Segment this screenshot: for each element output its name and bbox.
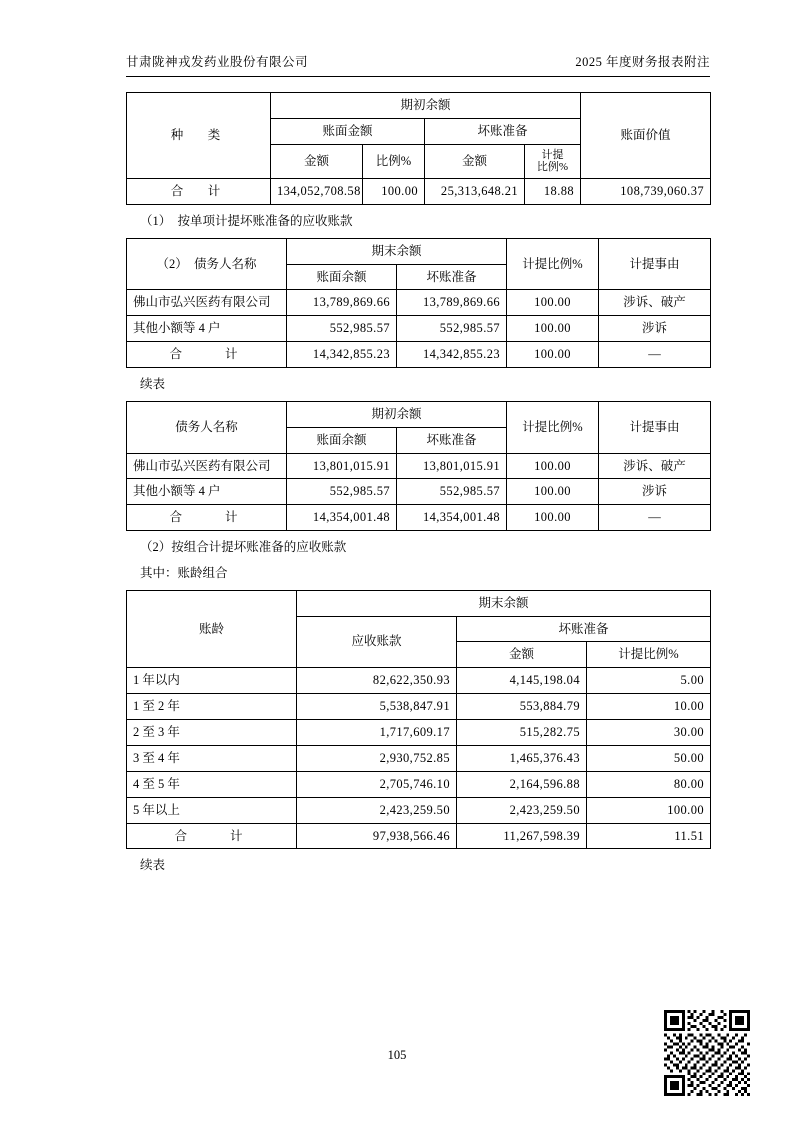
cell-reason: 涉诉、破产 [599, 453, 711, 479]
header-divider [126, 76, 710, 77]
table-row [127, 401, 711, 427]
table-aging-ending-balance [126, 590, 711, 850]
table-row [127, 694, 711, 720]
cell-debtor-total: 合 计 [127, 505, 287, 531]
cell-debtor: 其他小额等 4 户 [127, 316, 287, 342]
cell-bad-debt: 2,423,259.50 [457, 797, 587, 823]
caption-portfolio-provision: （2）按组合计提坏账准备的应收账款 [140, 540, 347, 555]
col-header-amount: 金额 [271, 144, 363, 178]
cell-receivable: 97,938,566.46 [297, 823, 457, 849]
cell-provision-ratio: 30.00 [587, 720, 711, 746]
cell-provision-ratio: 100.00 [507, 453, 599, 479]
col-header-bad-debt: 坏账准备 [397, 427, 507, 453]
col-group-opening-balance: 期初余额 [287, 401, 507, 427]
table-row [127, 771, 711, 797]
col-header-receivable: 应收账款 [297, 616, 457, 668]
col-group-opening-balance: 期初余额 [271, 93, 581, 119]
table-row [127, 797, 711, 823]
col-header-amount: 金额 [457, 642, 587, 668]
cell-book-balance: 13,789,869.66 [287, 290, 397, 316]
col-header-reason: 计提事由 [599, 401, 711, 453]
continued-label-1: 续表 [140, 377, 166, 392]
cell-bad-debt: 25,313,648.21 [425, 179, 525, 205]
col-header-book-value: 账面价值 [581, 93, 711, 179]
col-header-provision-ratio: 计提 比例% [525, 144, 581, 178]
cell-provision-ratio: 80.00 [587, 771, 711, 797]
qr-code [664, 1010, 750, 1096]
col-header-book-balance: 账面余额 [287, 427, 397, 453]
table-row [127, 505, 711, 531]
col-header-debtor-name: 债务人名称 [127, 401, 287, 453]
caption-single-item-provision: （1） 按单项计提坏账准备的应收账款 [140, 213, 353, 228]
cell-bad-debt: 552,985.57 [397, 316, 507, 342]
table-row [127, 342, 711, 368]
cell-provision-ratio: 18.88 [525, 179, 581, 205]
cell-receivable: 2,423,259.50 [297, 797, 457, 823]
cell-provision-ratio: 100.00 [507, 316, 599, 342]
document-body [126, 92, 706, 882]
page-number: 105 [387, 1048, 407, 1062]
cell-bad-debt: 14,342,855.23 [397, 342, 507, 368]
cell-aging: 5 年以上 [127, 797, 297, 823]
cell-reason: 涉诉 [599, 479, 711, 505]
cell-bad-debt: 14,354,001.48 [397, 505, 507, 531]
cell-receivable: 2,705,746.10 [297, 771, 457, 797]
cell-book-amount: 134,052,708.58 [271, 179, 363, 205]
cell-aging: 2 至 3 年 [127, 720, 297, 746]
col-header-amount-2: 金额 [425, 144, 525, 178]
cell-provision-ratio: 5.00 [587, 668, 711, 694]
caption-aging-portfolio: 其中：账龄组合 [140, 565, 228, 580]
cell-bad-debt: 2,164,596.88 [457, 771, 587, 797]
table-single-item-ending-balance [126, 238, 711, 368]
cell-provision-ratio: 11.51 [587, 823, 711, 849]
cell-book-value: 108,739,060.37 [581, 179, 711, 205]
table-row [127, 290, 711, 316]
cell-reason: 涉诉、破产 [599, 290, 711, 316]
cell-reason: — [599, 505, 711, 531]
col-header-debtor-name: （2） 债务人名称 [127, 238, 287, 290]
cell-provision-ratio: 100.00 [587, 797, 711, 823]
table-row [127, 668, 711, 694]
cell-debtor: 佛山市弘兴医药有限公司 [127, 290, 287, 316]
cell-bad-debt: 11,267,598.39 [457, 823, 587, 849]
col-header-provision-ratio: 计提比例% [507, 238, 599, 290]
cell-receivable: 82,622,350.93 [297, 668, 457, 694]
cell-aging: 4 至 5 年 [127, 771, 297, 797]
cell-receivable: 5,538,847.91 [297, 694, 457, 720]
cell-bad-debt: 515,282.75 [457, 720, 587, 746]
cell-book-balance: 14,354,001.48 [287, 505, 397, 531]
cell-book-balance: 14,342,855.23 [287, 342, 397, 368]
header-document-title: 2025 年度财务报表附注 [575, 55, 710, 69]
table-row [127, 745, 711, 771]
header-company-name: 甘肃陇神戎发药业股份有限公司 [126, 55, 309, 69]
cell-aging: 3 至 4 年 [127, 745, 297, 771]
cell-bad-debt: 13,789,869.66 [397, 290, 507, 316]
cell-aging: 1 至 2 年 [127, 694, 297, 720]
col-header-type: 种 类 [127, 93, 271, 179]
cell-aging-total: 合 计 [127, 823, 297, 849]
cell-book-balance: 13,801,015.91 [287, 453, 397, 479]
col-header-bad-debt: 坏账准备 [425, 118, 581, 144]
cell-type-total: 合 计 [127, 179, 271, 205]
cell-aging: 1 年以内 [127, 668, 297, 694]
col-group-ending-balance: 期末余额 [287, 238, 507, 264]
cell-debtor: 其他小额等 4 户 [127, 479, 287, 505]
cell-reason: 涉诉 [599, 316, 711, 342]
cell-provision-ratio: 50.00 [587, 745, 711, 771]
cell-bad-debt: 13,801,015.91 [397, 453, 507, 479]
continued-label-2: 续表 [140, 858, 166, 873]
table-row [127, 823, 711, 849]
col-header-provision-ratio: 计提比例% [507, 401, 599, 453]
cell-provision-ratio: 10.00 [587, 694, 711, 720]
col-header-aging: 账龄 [127, 590, 297, 668]
table-row [127, 238, 711, 264]
table-row [127, 590, 711, 616]
cell-provision-ratio: 100.00 [507, 505, 599, 531]
cell-receivable: 1,717,609.17 [297, 720, 457, 746]
page-header [126, 52, 710, 70]
col-group-ending-balance: 期末余额 [297, 590, 711, 616]
cell-receivable: 2,930,752.85 [297, 745, 457, 771]
table-row [127, 720, 711, 746]
cell-provision-ratio: 100.00 [507, 479, 599, 505]
cell-bad-debt: 1,465,376.43 [457, 745, 587, 771]
table-single-item-opening-balance [126, 401, 711, 531]
cell-book-balance: 552,985.57 [287, 479, 397, 505]
table-row [127, 453, 711, 479]
table-row [127, 93, 711, 119]
table-row [127, 179, 711, 205]
table-opening-balance-summary [126, 92, 711, 205]
cell-reason: — [599, 342, 711, 368]
col-header-reason: 计提事由 [599, 238, 711, 290]
col-header-book-amount: 账面金额 [271, 118, 425, 144]
cell-debtor-total: 合 计 [127, 342, 287, 368]
table-row [127, 316, 711, 342]
cell-book-balance: 552,985.57 [287, 316, 397, 342]
table-row [127, 479, 711, 505]
col-header-book-balance: 账面余额 [287, 264, 397, 290]
col-header-provision-ratio: 计提比例% [587, 642, 711, 668]
cell-debtor: 佛山市弘兴医药有限公司 [127, 453, 287, 479]
cell-bad-debt: 552,985.57 [397, 479, 507, 505]
cell-provision-ratio: 100.00 [507, 342, 599, 368]
cell-bad-debt: 4,145,198.04 [457, 668, 587, 694]
cell-provision-ratio: 100.00 [507, 290, 599, 316]
cell-bad-debt: 553,884.79 [457, 694, 587, 720]
cell-ratio: 100.00 [363, 179, 425, 205]
col-header-bad-debt: 坏账准备 [457, 616, 711, 642]
col-header-bad-debt: 坏账准备 [397, 264, 507, 290]
col-header-ratio: 比例% [363, 144, 425, 178]
